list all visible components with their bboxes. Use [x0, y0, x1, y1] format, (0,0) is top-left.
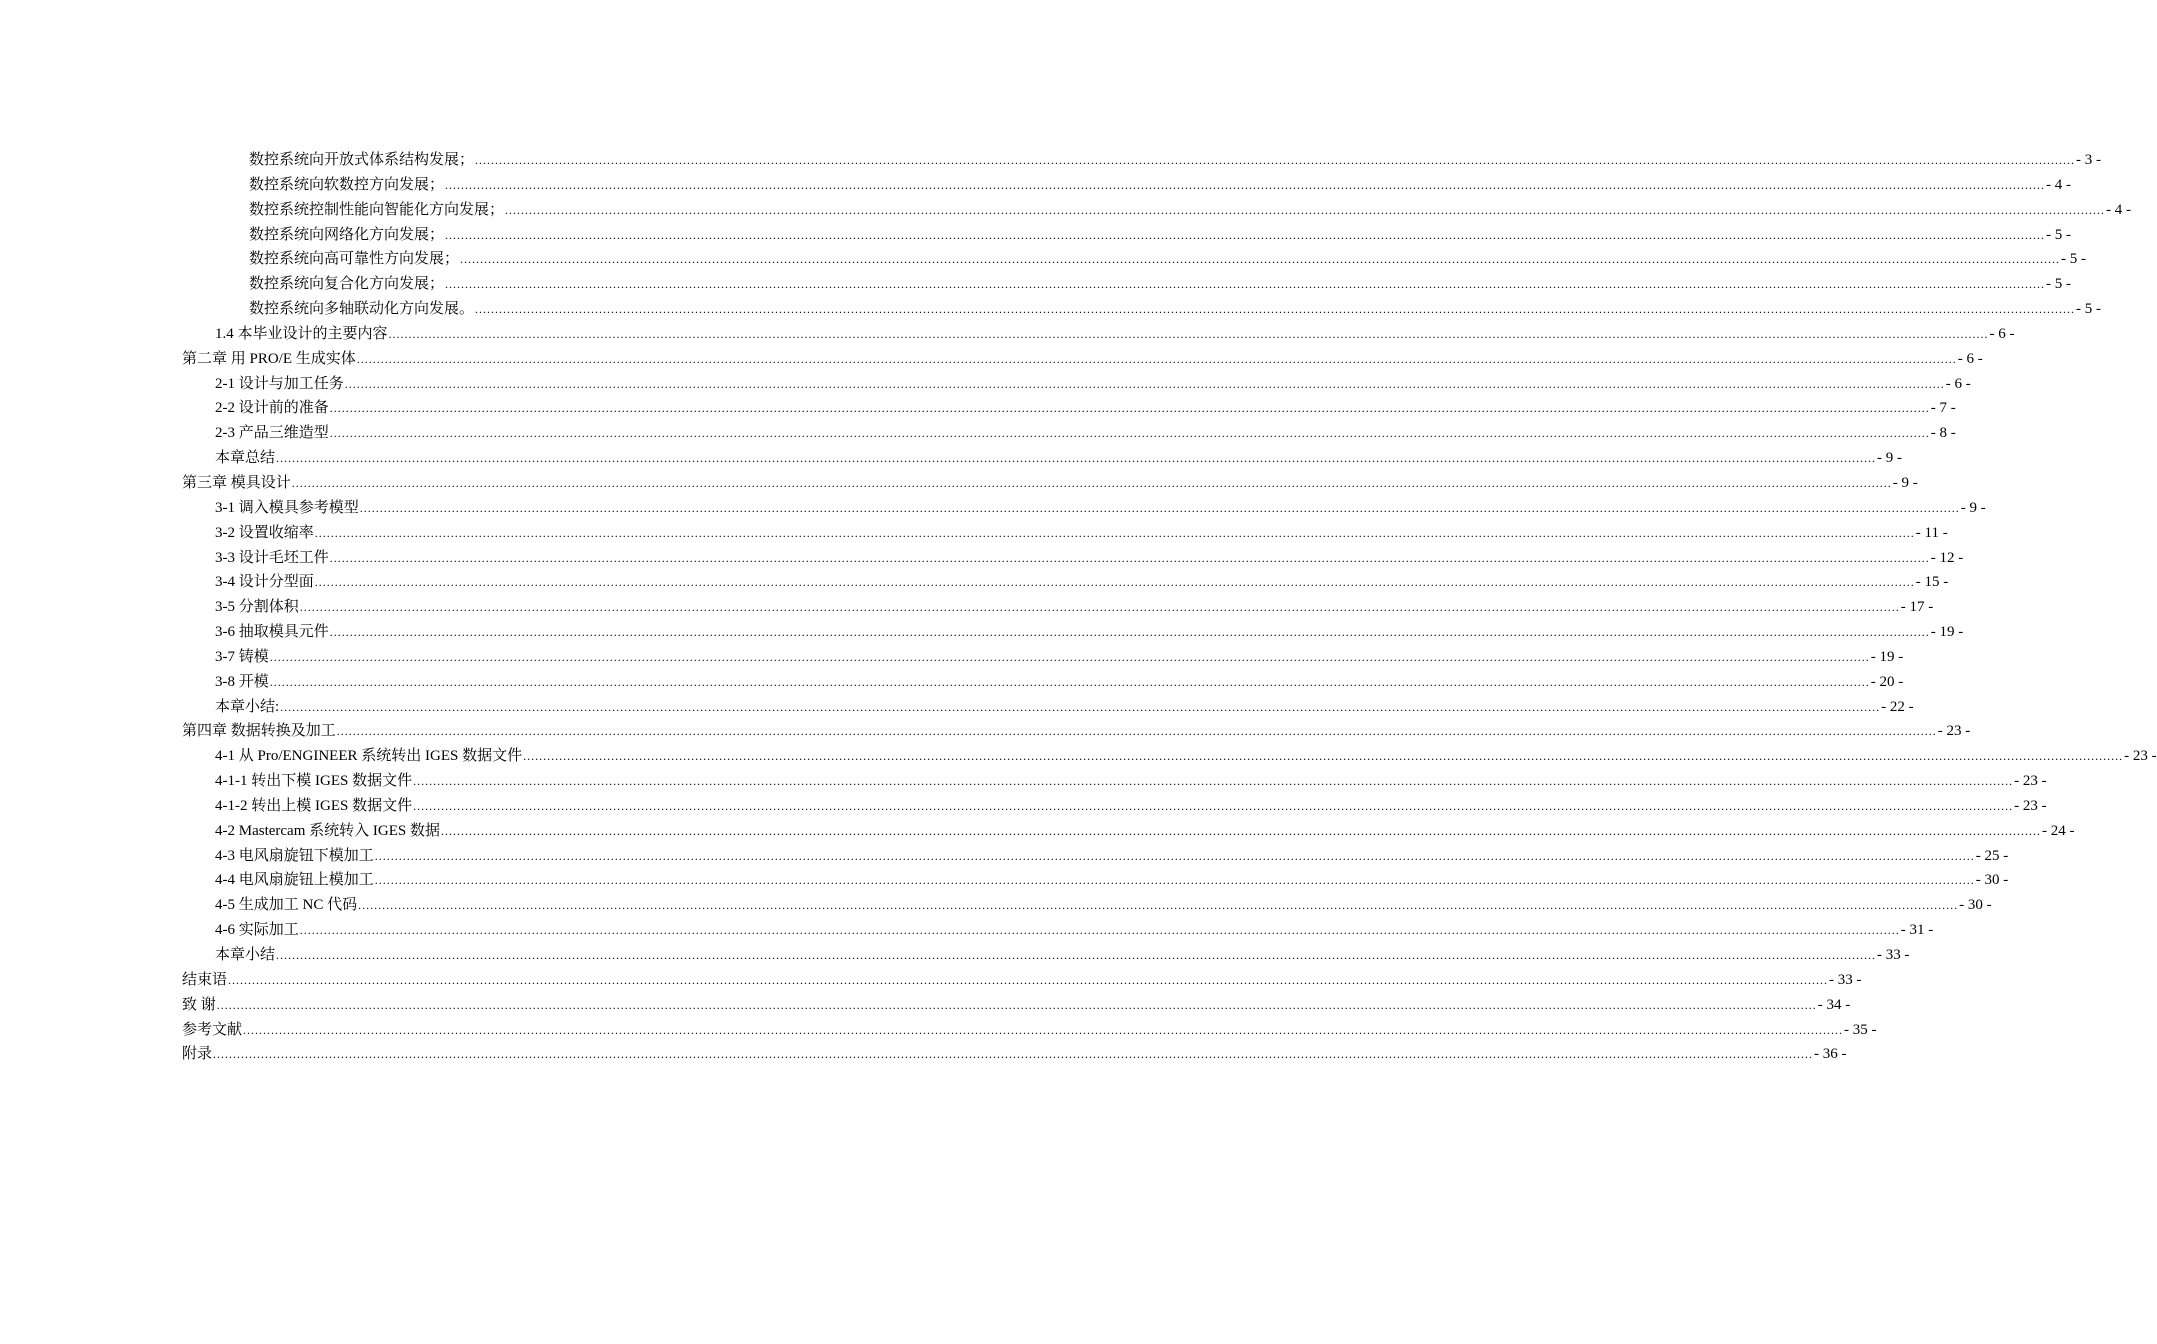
- dot-leader: ................................................................................................................................................................................................................................................................................................................................................................................................................: [374, 848, 1975, 863]
- dot-leader: ................................................................................................................................................................................................................................................................................................................................................................................................................: [475, 153, 2076, 167]
- dot-leader: ................................................................................................................................................................................................................................................................................................................................................................................................................: [523, 749, 2124, 764]
- toc-entry-title: 参考文献: [182, 1021, 243, 1038]
- dot-leader: ................................................................................................................................................................................................................................................................................................................................................................................................................: [329, 550, 1930, 565]
- toc-entry-title: 3-2 设置收缩率: [215, 524, 314, 541]
- toc-entry-title: 2-2 设计前的准备: [215, 400, 329, 417]
- toc-entry[interactable]: [182, 148, 2102, 173]
- toc-entry-page-number: - 17 -: [1900, 599, 1934, 616]
- toc-entry-page-number: - 5 -: [2046, 226, 2072, 243]
- toc-entry-page-number: - 33 -: [1829, 971, 1862, 988]
- dot-leader: ................................................................................................................................................................................................................................................................................................................................................................................................................: [329, 625, 1930, 640]
- dot-leader: ................................................................................................................................................................................................................................................................................................................................................................................................................: [413, 798, 2014, 813]
- toc-entry-page-number: - 9 -: [1877, 450, 1903, 467]
- toc-entry-title: 3-3 设计毛坯工件: [215, 549, 329, 566]
- toc-entry[interactable]: [182, 794, 2047, 819]
- dot-leader: ................................................................................................................................................................................................................................................................................................................................................................................................................: [314, 525, 1915, 540]
- dot-leader: ................................................................................................................................................................................................................................................................................................................................................................................................................: [243, 1022, 1844, 1037]
- toc-entry-title: 4-1 从 Pro/ENGINEER 系统转出 IGES 数据文件: [215, 748, 523, 765]
- toc-entry-title: 第三章 模具设计: [182, 474, 291, 491]
- toc-entry-title: 本章总结: [215, 450, 276, 467]
- toc-entry-page-number: - 23 -: [2124, 748, 2157, 765]
- toc-entry-title: 数控系统向高可靠性方向发展；: [249, 251, 460, 268]
- toc-entry[interactable]: [182, 297, 2102, 322]
- toc-entry-title: 数控系统向软数控方向发展；: [249, 176, 445, 193]
- toc-entry[interactable]: [182, 223, 2072, 248]
- toc-entry[interactable]: [182, 1018, 1877, 1043]
- toc-entry-title: 结束语: [182, 971, 228, 988]
- toc-entry-page-number: - 9 -: [1960, 499, 1986, 516]
- toc-entry-title: 3-4 设计分型面: [215, 574, 314, 591]
- toc-entry-page-number: - 19 -: [1870, 648, 1904, 665]
- toc-entry[interactable]: [182, 347, 1983, 372]
- toc-entry-page-number: - 3 -: [2076, 152, 2102, 168]
- toc-entry[interactable]: [182, 198, 2132, 223]
- toc-entry-page-number: - 5 -: [2076, 301, 2102, 318]
- toc-entry[interactable]: [182, 396, 1956, 421]
- toc-entry-page-number: - 23 -: [2014, 773, 2047, 790]
- toc-entry[interactable]: [182, 719, 1971, 744]
- toc-entry[interactable]: [182, 496, 1986, 521]
- toc-entry-title: 4-2 Mastercam 系统转入 IGES 数据: [215, 822, 440, 839]
- toc-entry[interactable]: [182, 521, 1948, 546]
- toc-entry-title: 4-4 电风扇旋钮上模加工: [215, 872, 374, 889]
- dot-leader: ................................................................................................................................................................................................................................................................................................................................................................................................................: [291, 475, 1892, 490]
- toc-entry-title: 3-6 抽取模具元件: [215, 624, 329, 641]
- toc-entry-page-number: - 23 -: [2014, 797, 2047, 814]
- toc-entry-title: 第二章 用 PRO/E 生成实体: [182, 350, 356, 367]
- toc-entry[interactable]: [182, 471, 1918, 496]
- toc-entry-page-number: - 19 -: [1930, 624, 1964, 641]
- toc-entry-title: 4-3 电风扇旋钮下模加工: [215, 847, 374, 864]
- dot-leader: ................................................................................................................................................................................................................................................................................................................................................................................................................: [505, 202, 2106, 217]
- toc-entry[interactable]: [182, 893, 1992, 918]
- dot-leader: ................................................................................................................................................................................................................................................................................................................................................................................................................: [445, 227, 2046, 242]
- dot-leader: ................................................................................................................................................................................................................................................................................................................................................................................................................: [280, 699, 1881, 714]
- toc-entry-page-number: - 12 -: [1930, 549, 1964, 566]
- dot-leader: ................................................................................................................................................................................................................................................................................................................................................................................................................: [475, 302, 2076, 317]
- dot-leader: ................................................................................................................................................................................................................................................................................................................................................................................................................: [276, 948, 1877, 962]
- toc-entry-page-number: - 35 -: [1844, 1021, 1877, 1038]
- dot-leader: ................................................................................................................................................................................................................................................................................................................................................................................................................: [388, 326, 1989, 341]
- toc-entry-title: 1.4 本毕业设计的主要内容: [215, 325, 388, 342]
- dot-leader: ................................................................................................................................................................................................................................................................................................................................................................................................................: [299, 923, 1900, 938]
- toc-entry-title: 致 谢: [182, 996, 216, 1013]
- toc-entry-title: 数控系统向多轴联动化方向发展。: [249, 301, 475, 318]
- toc-entry[interactable]: [182, 968, 1862, 993]
- toc-entry[interactable]: [182, 943, 1910, 968]
- toc-entry-title: 数控系统向复合化方向发展；: [249, 276, 445, 293]
- dot-leader: ................................................................................................................................................................................................................................................................................................................................................................................................................: [359, 500, 1960, 515]
- table-of-contents: [182, 148, 2157, 1067]
- toc-entry-page-number: - 9 -: [1892, 474, 1918, 491]
- dot-leader: ................................................................................................................................................................................................................................................................................................................................................................................................................: [445, 277, 2046, 292]
- dot-leader: ................................................................................................................................................................................................................................................................................................................................................................................................................: [413, 774, 2014, 789]
- toc-entry[interactable]: [182, 620, 1964, 645]
- toc-entry-page-number: - 34 -: [1817, 996, 1851, 1013]
- toc-entry-page-number: - 6 -: [1945, 375, 1971, 392]
- toc-entry-page-number: - 36 -: [1814, 1046, 1847, 1063]
- toc-entry[interactable]: [182, 446, 1903, 471]
- toc-entry-page-number: - 33 -: [1877, 947, 1910, 963]
- toc-entry-page-number: - 23 -: [1937, 723, 1971, 740]
- dot-leader: ................................................................................................................................................................................................................................................................................................................................................................................................................: [356, 351, 1957, 366]
- toc-entry-title: 4-6 实际加工: [215, 922, 299, 939]
- toc-entry-title: 第四章 数据转换及加工: [182, 723, 336, 740]
- toc-entry-title: 3-5 分割体积: [215, 599, 299, 616]
- toc-entry-title: 2-3 产品三维造型: [215, 425, 329, 442]
- toc-entry-title: 2-1 设计与加工任务: [215, 375, 344, 392]
- toc-entry-title: 本章小结:: [215, 698, 280, 715]
- toc-entry-title: 本章小结: [215, 947, 276, 963]
- toc-entry-page-number: - 31 -: [1900, 922, 1934, 939]
- dot-leader: ................................................................................................................................................................................................................................................................................................................................................................................................................: [269, 649, 1870, 664]
- toc-entry-page-number: - 8 -: [1930, 425, 1956, 442]
- toc-entry[interactable]: [182, 272, 2072, 297]
- toc-entry-page-number: - 24 -: [2041, 822, 2075, 839]
- dot-leader: ................................................................................................................................................................................................................................................................................................................................................................................................................: [440, 823, 2041, 838]
- toc-entry-page-number: - 6 -: [1989, 325, 2015, 342]
- toc-entry-page-number: - 5 -: [2061, 251, 2087, 268]
- toc-entry-page-number: - 7 -: [1930, 400, 1956, 417]
- toc-entry-page-number: - 15 -: [1915, 574, 1949, 591]
- toc-entry[interactable]: [182, 546, 1964, 571]
- dot-leader: ................................................................................................................................................................................................................................................................................................................................................................................................................: [460, 252, 2061, 267]
- toc-entry-title: 数控系统向网络化方向发展；: [249, 226, 445, 243]
- toc-entry[interactable]: [182, 844, 2009, 869]
- dot-leader: ................................................................................................................................................................................................................................................................................................................................................................................................................: [329, 426, 1930, 441]
- toc-entry-title: 4-1-1 转出下模 IGES 数据文件: [215, 773, 413, 790]
- toc-entry-page-number: - 4 -: [2046, 176, 2072, 193]
- dot-leader: ................................................................................................................................................................................................................................................................................................................................................................................................................: [228, 972, 1829, 987]
- toc-entry-page-number: - 20 -: [1870, 673, 1904, 690]
- toc-entry[interactable]: [182, 173, 2072, 198]
- toc-entry[interactable]: [182, 993, 1851, 1018]
- dot-leader: ................................................................................................................................................................................................................................................................................................................................................................................................................: [344, 376, 1945, 391]
- toc-entry[interactable]: [182, 918, 1934, 943]
- toc-entry-title: 4-5 生成加工 NC 代码: [215, 897, 358, 914]
- toc-entry-page-number: - 4 -: [2106, 201, 2132, 218]
- toc-entry-page-number: - 25 -: [1975, 847, 2009, 864]
- toc-entry-title: 3-7 铸模: [215, 648, 269, 665]
- toc-entry[interactable]: [182, 421, 1956, 446]
- dot-leader: ................................................................................................................................................................................................................................................................................................................................................................................................................: [329, 401, 1930, 416]
- dot-leader: ................................................................................................................................................................................................................................................................................................................................................................................................................: [336, 724, 1937, 739]
- toc-entry[interactable]: [182, 744, 2157, 769]
- dot-leader: ................................................................................................................................................................................................................................................................................................................................................................................................................: [213, 1047, 1814, 1062]
- toc-entry[interactable]: [182, 247, 2087, 272]
- toc-entry[interactable]: [182, 769, 2047, 794]
- dot-leader: ................................................................................................................................................................................................................................................................................................................................................................................................................: [276, 451, 1877, 466]
- toc-entry[interactable]: [182, 670, 1904, 695]
- toc-entry[interactable]: [182, 322, 2015, 347]
- toc-entry-page-number: - 5 -: [2046, 276, 2072, 293]
- dot-leader: ................................................................................................................................................................................................................................................................................................................................................................................................................: [314, 575, 1915, 590]
- toc-entry-title: 3-8 开模: [215, 673, 269, 690]
- dot-leader: ................................................................................................................................................................................................................................................................................................................................................................................................................: [299, 600, 1900, 615]
- toc-entry[interactable]: [182, 868, 2009, 893]
- toc-entry[interactable]: [182, 645, 1904, 670]
- toc-entry-page-number: - 6 -: [1957, 350, 1983, 367]
- toc-entry-title: 附录: [182, 1046, 213, 1063]
- toc-entry-title: 3-1 调入模具参考模型: [215, 499, 359, 516]
- dot-leader: ................................................................................................................................................................................................................................................................................................................................................................................................................: [445, 177, 2046, 192]
- dot-leader: ................................................................................................................................................................................................................................................................................................................................................................................................................: [216, 997, 1817, 1012]
- toc-entry-page-number: - 22 -: [1881, 698, 1914, 715]
- toc-entry[interactable]: [182, 695, 1914, 720]
- dot-leader: ................................................................................................................................................................................................................................................................................................................................................................................................................: [374, 873, 1975, 888]
- toc-entry[interactable]: [182, 1042, 1847, 1067]
- dot-leader: ................................................................................................................................................................................................................................................................................................................................................................................................................: [269, 674, 1870, 689]
- toc-entry-page-number: - 30 -: [1959, 897, 1992, 914]
- toc-entry[interactable]: [182, 372, 1971, 397]
- toc-entry-page-number: - 11 -: [1915, 524, 1948, 541]
- toc-entry[interactable]: [182, 595, 1934, 620]
- toc-entry-title: 数控系统向开放式体系结构发展；: [249, 152, 475, 168]
- dot-leader: ................................................................................................................................................................................................................................................................................................................................................................................................................: [358, 898, 1959, 913]
- toc-entry-page-number: - 30 -: [1975, 872, 2009, 889]
- toc-entry[interactable]: [182, 819, 2075, 844]
- toc-entry[interactable]: [182, 570, 1949, 595]
- toc-entry-title: 数控系统控制性能向智能化方向发展；: [249, 201, 505, 218]
- toc-entry-title: 4-1-2 转出上模 IGES 数据文件: [215, 797, 413, 814]
